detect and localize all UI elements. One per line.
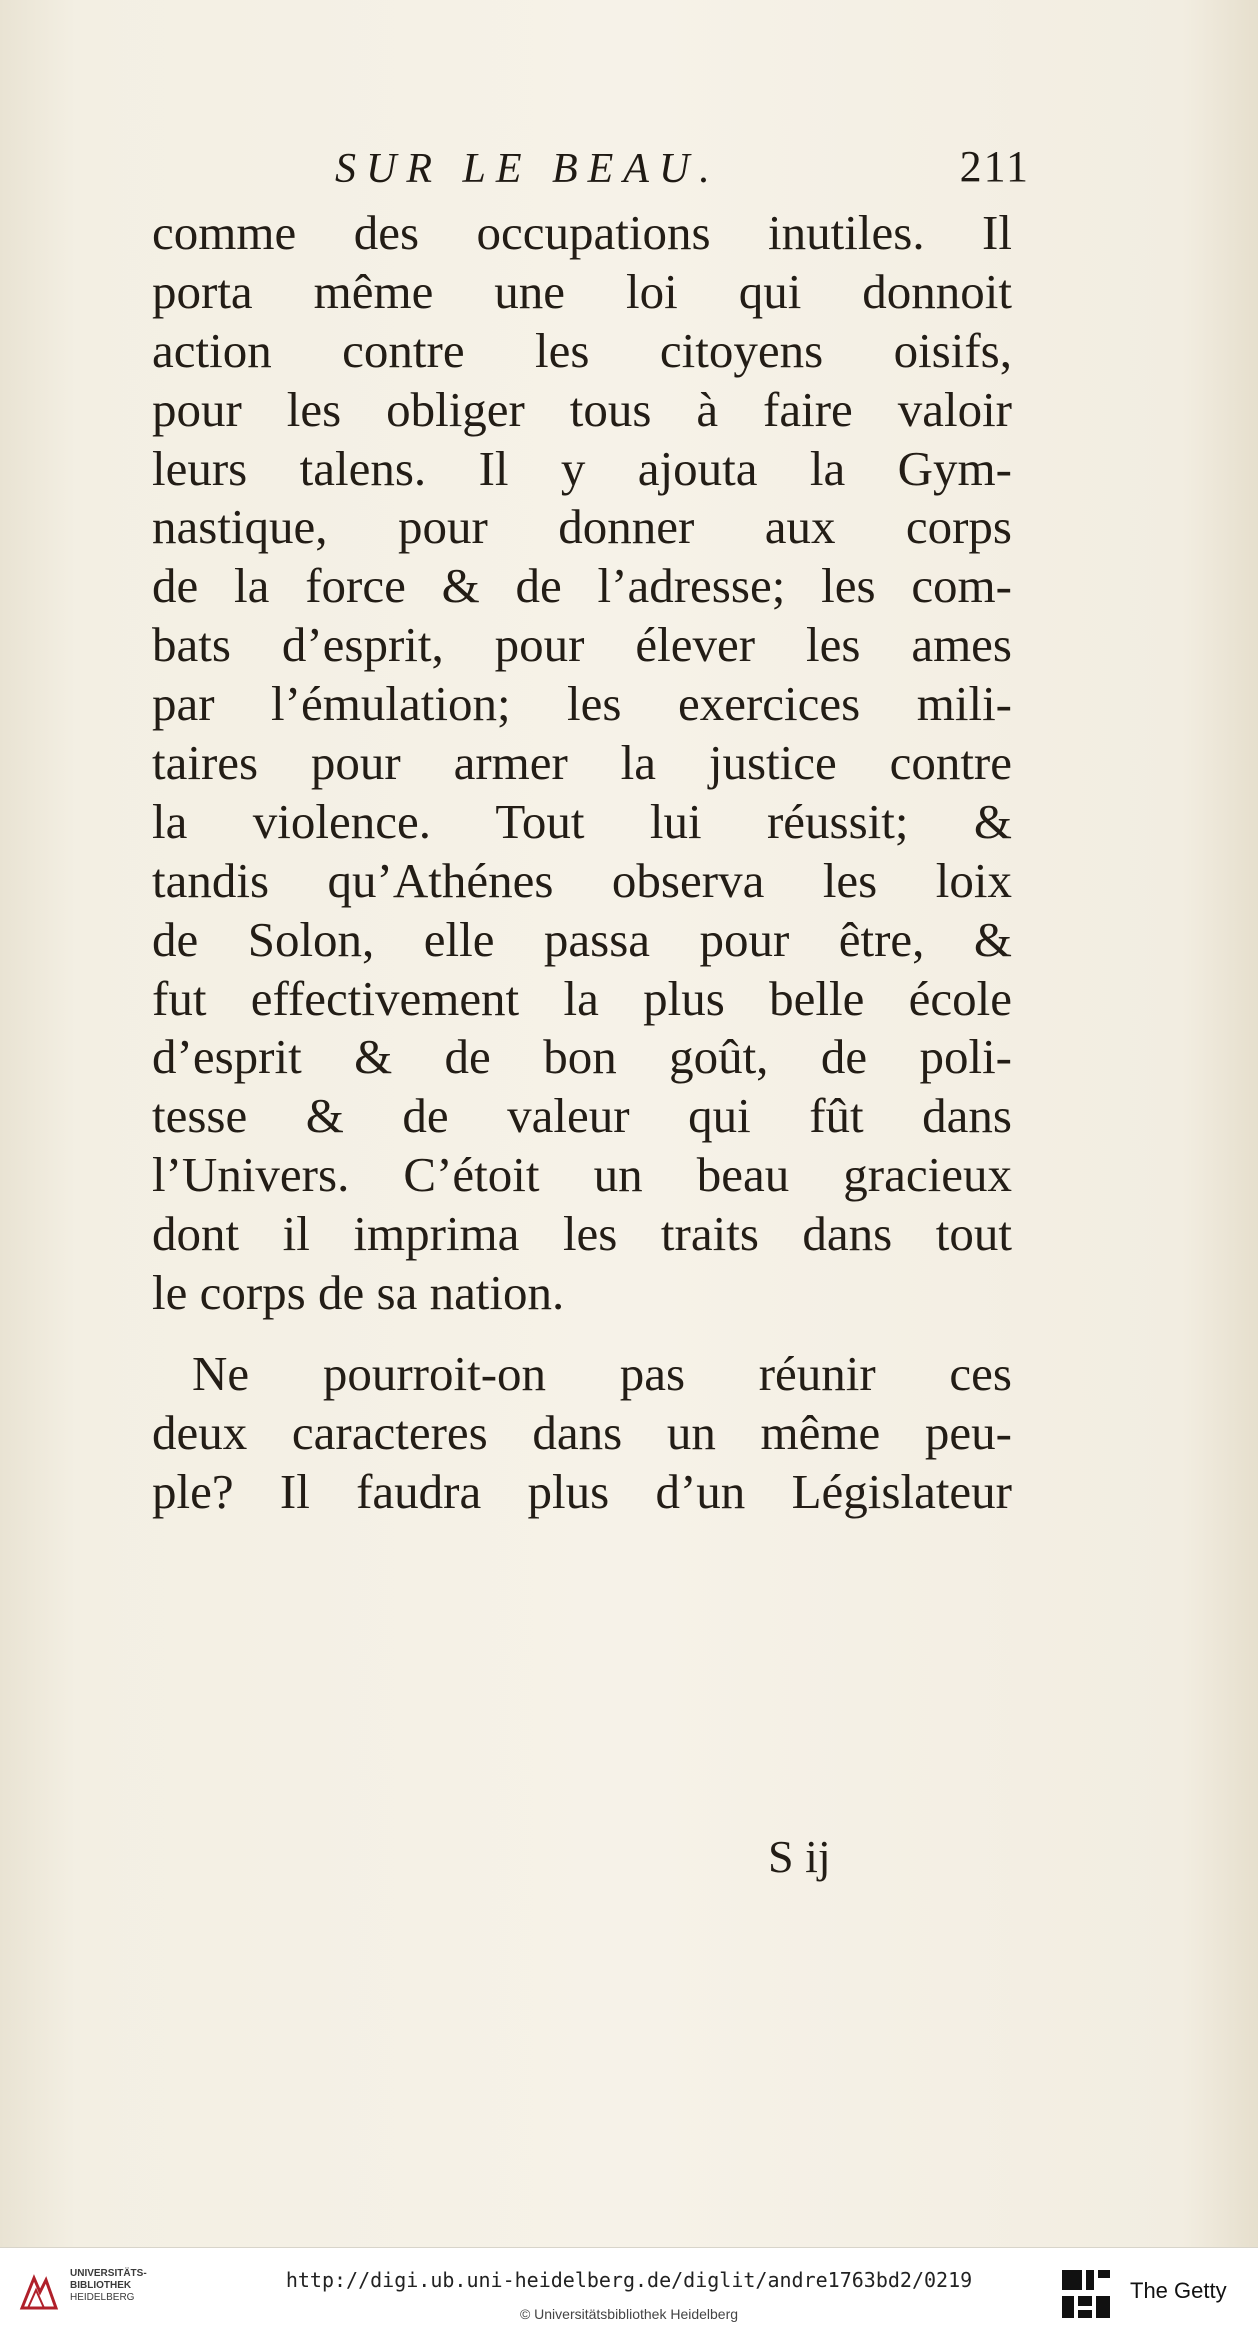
page-number: 211: [959, 142, 1030, 191]
body-text: [152, 204, 1012, 1522]
text-line: porta même une loi qui donnoit: [152, 263, 1012, 319]
text-line: de la force & de l’adresse; les com-: [152, 558, 1012, 614]
text-line: nastique, pour donner aux corps: [152, 499, 1012, 555]
text-line: par l’émulation; les exercices mili-: [152, 676, 1012, 732]
getty-logo-icon: [1058, 2266, 1114, 2322]
text-line: de Solon, elle passa pour être, &: [152, 911, 1012, 967]
text-line: Ne pourroit-on pas réunir ces: [192, 1345, 1012, 1401]
text-line: bats d’esprit, pour élever les ames: [152, 617, 1012, 673]
running-head: [150, 142, 1030, 205]
permalink-url[interactable]: http://digi.ub.uni-heidelberg.de/diglit/andre1763bd2/0219: [285, 2268, 973, 2292]
text-line: dont il imprima les traits dans tout: [152, 1206, 1012, 1262]
running-title: SUR LE BEAU.: [335, 146, 720, 192]
text-line: action contre les citoyens oisifs,: [152, 322, 1012, 378]
getty-label: The Getty: [1130, 2278, 1227, 2303]
text-line: pour les obliger tous à faire valoir: [152, 381, 1012, 437]
text-line: l’Univers. C’étoit un beau gracieux: [152, 1147, 1012, 1203]
library-line: HEIDELBERG: [70, 2292, 135, 2303]
signature-mark: S ij: [768, 1831, 831, 1882]
text-line: la violence. Tout lui réussit; &: [152, 793, 1012, 849]
text-line: ple? Il faudra plus d’un Législateur: [152, 1463, 1012, 1519]
library-line: BIBLIOTHEK: [70, 2280, 132, 2291]
text-line: tandis qu’Athénes observa les loix: [152, 852, 1012, 908]
text-line: leurs talens. Il y ajouta la Gym-: [152, 440, 1012, 496]
footer-bar: [0, 2247, 1258, 2340]
text-line: fut effectivement la plus belle école: [152, 970, 1012, 1026]
text-line: tesse & de valeur qui fût dans: [152, 1088, 1012, 1144]
text-line: le corps de sa nation.: [152, 1265, 565, 1321]
text-line: comme des occupations inutiles. Il: [152, 205, 1012, 260]
paragraph-gap: [152, 1323, 1012, 1345]
library-line: UNIVERSITÄTS-: [70, 2268, 147, 2279]
text-line: taires pour armer la justice contre: [152, 735, 1012, 791]
copyright-notice: © Universitätsbibliothek Heidelberg: [519, 2306, 739, 2322]
text-line: d’esprit & de bon goût, de poli-: [152, 1029, 1012, 1085]
text-line: deux caracteres dans un même peu-: [152, 1404, 1012, 1460]
